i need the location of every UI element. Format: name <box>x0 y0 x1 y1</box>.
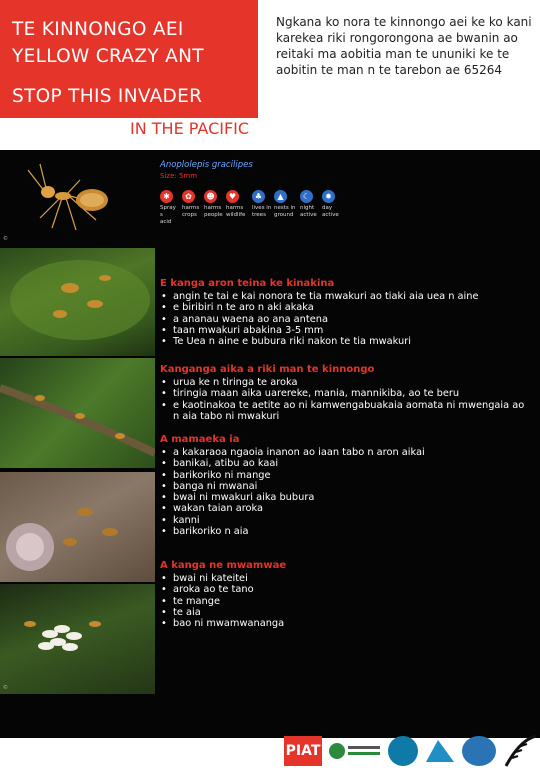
section-title: E kanga aron teina ke kinakina <box>160 278 335 289</box>
pacific-invasives-initiative-logo <box>462 736 496 766</box>
icon-label: Spray s acid <box>160 205 176 225</box>
icon-label: harms wildlife <box>226 205 246 218</box>
pacific-subtitle: IN THE PACIFIC <box>130 119 250 138</box>
section-title: A kanga ne mwamwae <box>160 560 287 571</box>
day-active-icon: ✹ <box>322 190 335 203</box>
page-title <box>12 16 252 70</box>
list-item: • tiringia maan aika uarereke, mania, mannikiba, ao te beru <box>160 388 530 399</box>
ants-on-leaf-photo <box>0 248 155 356</box>
list-item: • te aia <box>160 607 530 618</box>
list-item: • aroka ao te tano <box>160 584 530 595</box>
ants-with-snail-illustration <box>0 472 155 582</box>
list-item: • e kaotinakoa te aetite ao ni kamwengabuakaia aomata ni mwengaia ao n aia tabo ni mwakuri <box>160 400 530 423</box>
title-line-2: YELLOW CRAZY ANT <box>12 46 204 67</box>
ant-nest-eggs-photo <box>0 584 155 694</box>
harms-crops-icon: ✿ <box>182 190 195 203</box>
stop-invader-heading: STOP THIS INVADER <box>12 86 203 107</box>
impacts-section <box>160 364 530 422</box>
list-item: • banikai, atibu ao kaai <box>160 458 530 469</box>
pacific-biosecurity-mark <box>328 738 382 764</box>
list-item: • kanni <box>160 515 530 526</box>
list-item: • urua ke n tiringa te aroka <box>160 377 530 388</box>
list-item: • taan mwakuri abakina 3-5 mm <box>160 325 530 336</box>
icon-label: nests in ground <box>274 205 296 218</box>
ant-size: Size: 5mm <box>160 172 198 180</box>
fern-icon <box>502 734 538 770</box>
harms-people-icon: ☻ <box>204 190 217 203</box>
icon-label: harms crops <box>182 205 200 218</box>
ant-illustration <box>0 150 155 245</box>
list-item: • banga ni mwanai <box>160 481 530 492</box>
new-zealand-aid-logo <box>502 734 538 770</box>
icon-label: day active <box>322 205 339 218</box>
list-item: • barikoriko ni mange <box>160 470 530 481</box>
list-item: • bwai ni kateitei <box>160 573 530 584</box>
list-item: • a kakaraoa ngaoia inanon ao iaan tabo n aron aikai <box>160 447 530 458</box>
icon-label: night active <box>300 205 317 218</box>
pacific-invasives-mark <box>424 736 456 766</box>
ants-on-leaf-illustration <box>0 248 155 356</box>
impact-icons-row <box>160 190 360 228</box>
yellow-crazy-ant-photo <box>0 150 155 245</box>
section-title: A mamaeka ia <box>160 434 240 445</box>
ants-on-stem-illustration <box>0 358 155 468</box>
impacts-list <box>160 377 530 422</box>
nests-in-ground-icon: ▲ <box>274 190 287 203</box>
habitat-list <box>160 447 530 537</box>
section-title: Kanganga aika a riki man te kinnongo <box>160 364 375 375</box>
identification-list <box>160 291 530 347</box>
species-name: Anoplolepis gracilipes <box>160 160 253 170</box>
list-item: • bwai ni mwakuri aika bubura <box>160 492 530 503</box>
list-item: • wakan taian aroka <box>160 503 530 514</box>
ants-with-snail-photo <box>0 472 155 582</box>
partner-logos <box>280 730 540 775</box>
ants-on-stem-photo <box>0 358 155 468</box>
list-item: • bao ni mwamwananga <box>160 618 530 629</box>
harms-wildlife-icon: ♥ <box>226 190 239 203</box>
list-item: • Te Uea n aine e bubura riki nakon te tia mwakuri <box>160 336 530 347</box>
list-item: • angin te tai e kai nonora te tia mwakuri ao tiaki aia uea n aine <box>160 291 530 302</box>
intro-description: Ngkana ko nora te kinnongo aei ke ko kani karekea riki rongorongona ae bwanin ao reitaki ma aobitia man te ununiki ke te aobitin te man n te tarebon ae 65264 <box>276 15 532 77</box>
icon-label: harms people <box>204 205 223 218</box>
list-item: • e biribiri n te aro n aki akaka <box>160 302 530 313</box>
ant-nest-eggs-illustration <box>0 584 155 694</box>
icon-label: lives in trees <box>252 205 272 218</box>
spread-section <box>160 560 530 629</box>
list-item: • a ananau waena ao ana antena <box>160 314 530 325</box>
spray-acid-icon: ✱ <box>160 190 173 203</box>
spread-list <box>160 573 530 629</box>
night-active-icon: ☾ <box>300 190 313 203</box>
sprep-logo <box>388 736 418 766</box>
list-item: • te mange <box>160 596 530 607</box>
photo-credit: © <box>3 236 8 242</box>
pacific-biosecurity-logo <box>328 738 382 764</box>
photo-credit: © <box>3 685 8 691</box>
habitat-section <box>160 434 530 537</box>
pacific-invasives-logo <box>424 736 456 766</box>
identification-section <box>160 278 530 347</box>
list-item: • barikoriko n aia <box>160 526 530 537</box>
piat-logo: PIAT <box>284 736 322 766</box>
title-line-1: TE KINNONGO AEI <box>12 19 184 40</box>
lives-in-trees-icon: ♣ <box>252 190 265 203</box>
